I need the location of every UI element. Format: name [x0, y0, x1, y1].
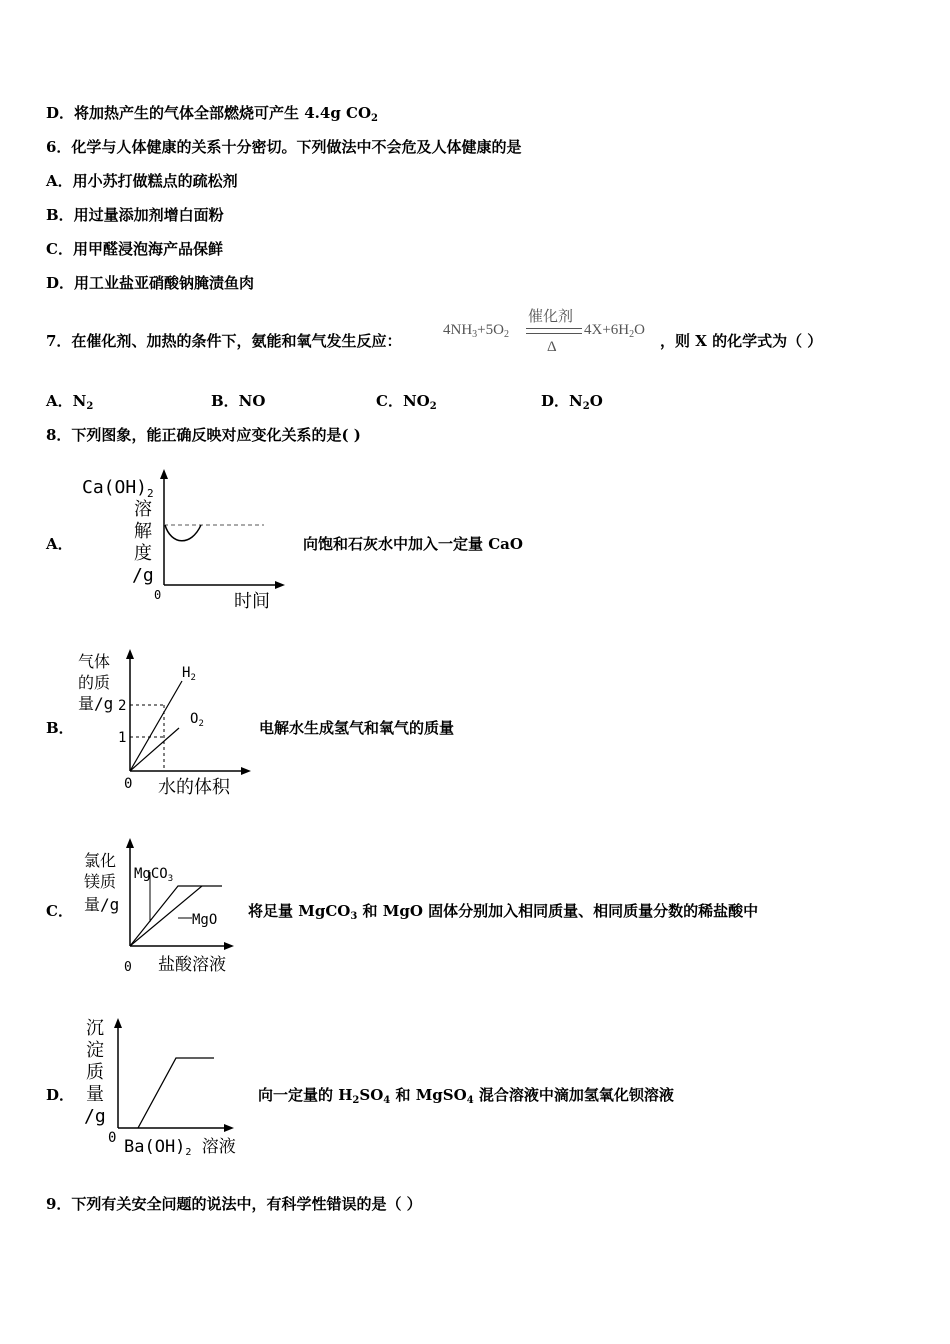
graph-b-ylabel-2: 的质	[78, 673, 111, 692]
graph-b-y-arrow	[126, 649, 134, 659]
graph-c-ylabel-3: 量/g	[84, 895, 120, 914]
graph-c-x-arrow	[224, 942, 234, 950]
graph-d-y-arrow	[114, 1018, 122, 1028]
q8-graph-b	[72, 643, 262, 803]
graph-a-ylabel-3: 度	[134, 543, 152, 564]
q7-tail: ，则 X 的化学式为（ ）	[660, 332, 823, 350]
graph-c-origin: 0	[124, 960, 132, 975]
q8-graph-c	[80, 832, 250, 982]
graph-b-o2-label: $O_2$	[190, 711, 204, 729]
graph-b-h2-line	[130, 681, 182, 771]
q6-stem: 6．化学与人体健康的关系十分密切。下列做法中不会危及人体健康的是	[46, 138, 522, 156]
graph-a-ylabel-top: $Ca(OH)_2$	[82, 477, 154, 500]
graph-d-ylabel-5: /g	[84, 1106, 106, 1127]
graph-a-origin: 0	[154, 588, 162, 602]
graph-b-h2-label: $H_2$	[182, 665, 196, 683]
graph-d-origin: 0	[108, 1130, 117, 1146]
q8-graph-a	[76, 465, 296, 615]
q9-stem: 9．下列有关安全问题的说法中，有科学性错误的是（ ）	[46, 1195, 422, 1213]
graph-d-xlabel: Ba(OH)2 溶液	[124, 1137, 236, 1158]
graph-b-o2-line	[130, 728, 179, 771]
q8-option-c-letter: C．	[46, 902, 73, 920]
graph-b-tick-2: 2	[118, 698, 127, 714]
graph-c-mgo-label: MgO	[192, 912, 218, 928]
graph-a-ylabel-4: /g	[132, 565, 154, 586]
graph-b-origin: 0	[124, 776, 133, 792]
q8-option-a-desc: 向饱和石灰水中加入一定量 CaO	[303, 535, 523, 553]
graph-d-x-arrow	[224, 1124, 234, 1132]
q7-option-b: B．NO	[211, 392, 266, 410]
q8-option-d-desc: 向一定量的 $H_2SO_4$ 和 MgSO$_4$ 混合溶液中滴加氢氧化钡溶液	[258, 1086, 674, 1106]
q7-option-a: A．$N_2$	[46, 392, 94, 412]
q7-stem: 7．在催化剂、加热的条件下，氨能和氧气发生反应：	[46, 332, 402, 350]
graph-d-curve	[138, 1058, 214, 1128]
graph-c-xlabel: 盐酸溶液	[158, 955, 226, 975]
q6-option-b: B．用过量添加剂增白面粉	[46, 206, 224, 224]
graph-c-mgco3-label: MgCO$_3$	[134, 866, 174, 884]
graph-a-y-arrow	[160, 469, 168, 479]
graph-d-ylabel-4: 量	[86, 1084, 104, 1105]
q7-option-c: C．$NO_2$	[376, 392, 437, 412]
q7-equation-arrow	[526, 328, 582, 334]
q8-option-b-desc: 电解水生成氢气和氧气的质量	[259, 719, 455, 737]
q6-option-d: D．用工业盐亚硝酸钠腌渍鱼肉	[46, 274, 255, 292]
q8-option-a-letter: A．	[46, 535, 73, 553]
q8-option-b-letter: B．	[46, 719, 74, 737]
q8-stem: 8．下列图象，能正确反映对应变化关系的是( )	[46, 426, 361, 444]
graph-d-ylabel-2: 淀	[86, 1040, 104, 1061]
graph-c-ylabel-1: 氯化	[84, 851, 117, 870]
q7-option-d: D．$N_2O$	[541, 392, 603, 412]
graph-b-ylabel-3: 量/g	[78, 694, 114, 713]
graph-b-tick-1: 1	[118, 730, 127, 746]
graph-a-x-arrow	[275, 581, 285, 589]
q7-equation-right: $4X+6H_2O$	[584, 322, 645, 340]
graph-a-xlabel: 时间	[234, 591, 270, 612]
q8-option-d-letter: D．	[46, 1086, 75, 1104]
graph-c-y-arrow	[126, 838, 134, 848]
graph-a-ylabel-1: 溶	[134, 499, 152, 520]
graph-b-x-arrow	[241, 767, 251, 775]
q6-option-a: A．用小苏打做糕点的疏松剂	[46, 172, 238, 190]
q7-equation-left: $4NH_3+5O_2$	[443, 322, 509, 340]
q7-equation-heat: Δ	[547, 339, 557, 355]
q8-graph-d	[80, 1012, 260, 1162]
graph-b-xlabel: 水的体积	[158, 777, 230, 798]
graph-d-ylabel-1: 沉	[86, 1018, 104, 1039]
graph-c-ylabel-2: 镁质	[84, 872, 117, 891]
graph-b-ylabel-1: 气体	[78, 652, 111, 671]
q5-option-d: D．将加热产生的气体全部燃烧可产生 4.4g $CO_2$	[46, 104, 379, 124]
q8-option-c-desc: 将足量 MgCO$_3$ 和 MgO 固体分别加入相同质量、相同质量分数的稀盐酸中	[248, 902, 759, 922]
q6-option-c: C．用甲醛浸泡海产品保鲜	[46, 240, 223, 258]
graph-a-ylabel-2: 解	[134, 521, 152, 542]
graph-d-ylabel-3: 质	[86, 1062, 104, 1083]
graph-a-curve	[165, 525, 201, 541]
q7-equation-catalyst: 催化剂	[528, 309, 574, 325]
